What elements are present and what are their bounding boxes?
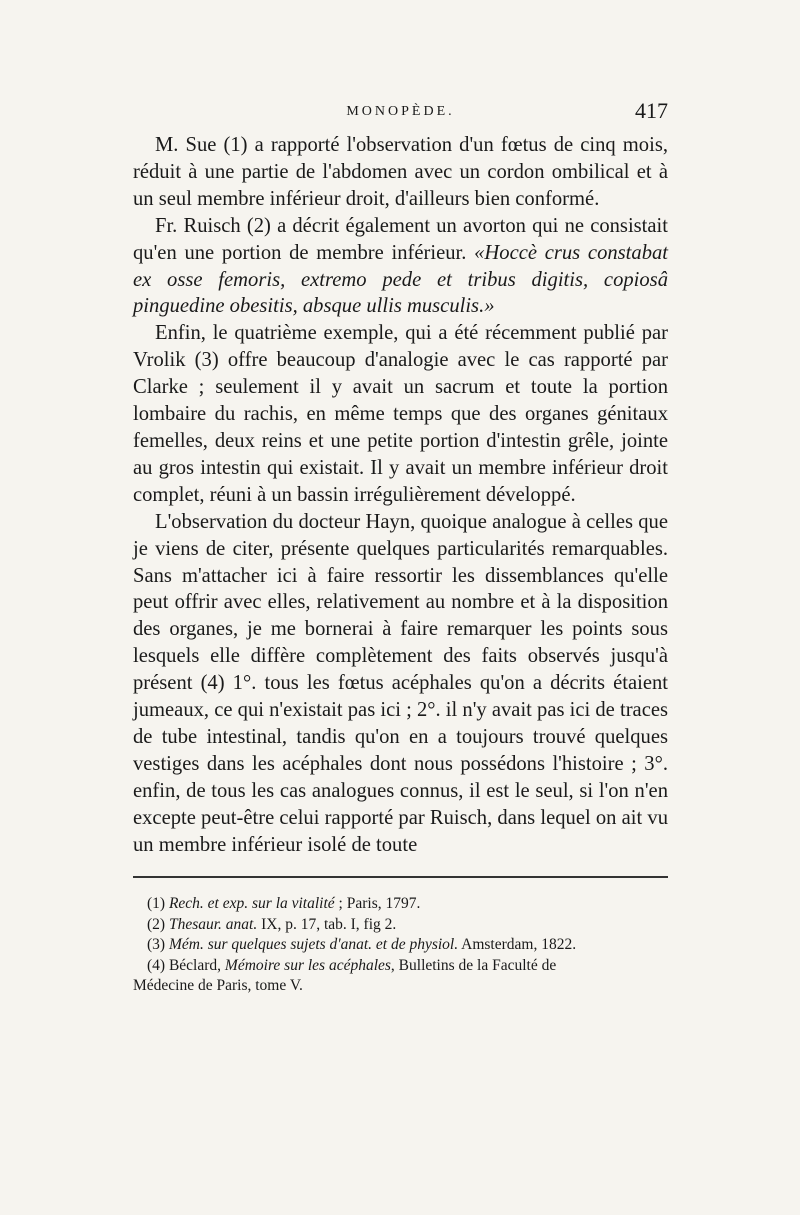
footnote-title: Thesaur. anat. bbox=[168, 915, 258, 933]
footnote-title: Mémoire sur les acéphales bbox=[224, 956, 391, 974]
paragraph bbox=[133, 132, 668, 213]
footnote-title: Mém. sur quelques sujets d'anat. et de physiol. bbox=[168, 936, 459, 954]
footnote-number: (4) bbox=[147, 956, 169, 974]
page-header bbox=[133, 100, 668, 132]
footnote bbox=[133, 894, 668, 915]
footnote bbox=[133, 915, 668, 936]
footnote-title: Rech. et exp. sur la vitalité bbox=[168, 895, 335, 913]
paragraph bbox=[133, 509, 668, 859]
footnote-author: Béclard, bbox=[168, 956, 225, 974]
latin-quote: «Hoccè crus constabat ex osse femoris, extremo pede et tribus digitis, copiosâ pinguedine obesitis, absque ullis musculis.» bbox=[133, 241, 669, 318]
footnote-detail: ; Paris, 1797. bbox=[334, 895, 421, 913]
footnote-continuation: Médecine de Paris, tome V. bbox=[133, 977, 303, 995]
footnote bbox=[133, 935, 668, 956]
footnote-detail: IX, p. 17, tab. I, fig 2. bbox=[257, 915, 397, 933]
paragraph-text: Enfin, le quatrième exemple, qui a été récemment publié par Vrolik (3) offre beaucoup d'analogie avec le cas rapporté par Clarke ; seulement il y avait un sacrum et toute la portion lombaire du rachis, en même temps que des organes génitaux femelles, deux reins et une petite portion d'intestin grêle, jointe au gros intestin qui existait. Il y avait un membre inférieur droit complet, réuni à un bassin irrégulièrement développé. bbox=[133, 322, 668, 506]
page-number: 417 bbox=[635, 98, 668, 123]
book-page bbox=[133, 100, 668, 997]
body-text bbox=[133, 132, 668, 858]
paragraph bbox=[133, 213, 668, 321]
paragraph-text: Fr. Ruisch (2) a décrit également un avorton qui ne consistait qu'en une portion de membre inférieur. bbox=[133, 214, 668, 264]
paragraph bbox=[133, 320, 668, 508]
paragraph-text: M. Sue (1) a rapporté l'observation d'un fœtus de cinq mois, réduit à une partie de l'abdomen avec un cordon ombilical et à un seul membre inférieur droit, d'ailleurs bien conformé. bbox=[133, 134, 668, 210]
footnote-number: (1) bbox=[147, 895, 169, 913]
running-head: MONOPÈDE. bbox=[346, 104, 455, 119]
footnote bbox=[133, 956, 668, 977]
footnote-number: (3) bbox=[147, 936, 169, 954]
footnote-number: (2) bbox=[147, 915, 169, 933]
footnote-detail: Amsterdam, 1822. bbox=[458, 936, 577, 954]
footnotes bbox=[133, 894, 668, 997]
paragraph-text: L'observation du docteur Hayn, quoique analogue à celles que je viens de citer, présente quelques particularités remarquables. Sans m'attacher ici à faire ressortir les dissemblances qu'elle peut offrir avec elles, relativement au nombre et à la disposition des organes, je me bornerai à faire remarquer les points sous lesquels elle diffère complètement des faits observés jusqu'à présent (4) 1°. tous les fœtus acéphales qu'on a décrits étaient jumeaux, ce qui n'existait pas ici ; 2°. il n'y avait pas ici de traces de tube intestinal, tandis qu'on en a toujours trouvé quelques vestiges dans les acéphales dont nous possédons l'histoire ; 3°. enfin, de tous les cas analogues connus, il est le seul, si l'on n'en excepte peut-être celui rapporté par Ruisch, dans lequel on ait vu un membre inférieur isolé de toute bbox=[133, 510, 668, 856]
footnote-detail: , Bulletins de la Faculté de bbox=[390, 956, 557, 974]
footnote-rule bbox=[133, 876, 668, 878]
